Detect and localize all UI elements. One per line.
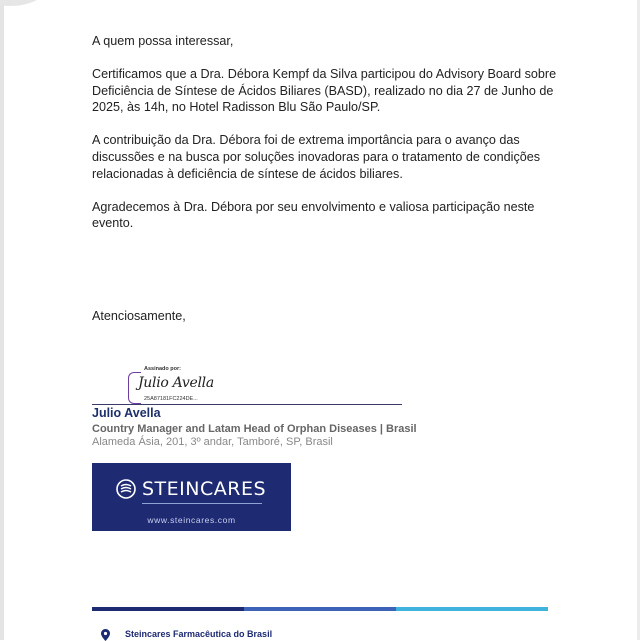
logo-url: www.steincares.com <box>147 515 236 525</box>
handwritten-signature: Julio Avella <box>138 375 214 391</box>
footer-company: Steincares Farmacêutica do Brasil <box>125 629 273 639</box>
paragraph-contribution: A contribuição da Dra. Débora foi de extrema importância para o avanço das discussões e na busca por soluções inovadoras para o tratamento de condições relacionadas à deficiência de síntese de ácidos biliares. <box>92 133 541 181</box>
closing: Atenciosamente, <box>92 309 186 323</box>
steincares-logo <box>92 463 291 531</box>
signature-id: 25A87181FC224DE... <box>144 396 198 402</box>
signer-name: Julio Avella <box>92 406 161 420</box>
logo-brand: STEINCARES <box>142 478 267 500</box>
footer-bar-segment-dark <box>92 607 244 611</box>
location-pin-icon <box>101 629 110 641</box>
logo-underline <box>142 503 262 504</box>
signer-title: Country Manager and Latam Head of Orphan Diseases | Brasil <box>92 423 417 435</box>
footer-bar-segment-light <box>396 607 548 611</box>
signed-by-label: Assinado por: <box>144 366 181 372</box>
signature-block <box>92 366 402 406</box>
footer-color-bar <box>92 607 548 611</box>
paragraph-certification: Certificamos que a Dra. Débora Kempf da Silva participou do Advisory Board sobre Deficiência de Síntese de Ácidos Biliares (BASD), realizado no dia 27 de Junho de 2025, às 14h, no Hotel Radisson Blu São Paulo/SP. <box>92 67 557 115</box>
footer-bar-segment-mid <box>244 607 396 611</box>
letter-body <box>92 33 557 248</box>
signer-address: Alameda Ásia, 201, 3º andar, Tamboré, SP, Brasil <box>92 436 333 448</box>
signature-line <box>92 404 402 405</box>
corner-decoration <box>0 0 50 6</box>
paragraph-thanks: Agradecemos à Dra. Débora por seu envolvimento e valiosa participação neste evento. <box>92 199 535 231</box>
steincares-mark-icon <box>116 479 136 499</box>
greeting: A quem possa interessar, <box>92 34 234 48</box>
page-edge-left <box>0 0 4 640</box>
